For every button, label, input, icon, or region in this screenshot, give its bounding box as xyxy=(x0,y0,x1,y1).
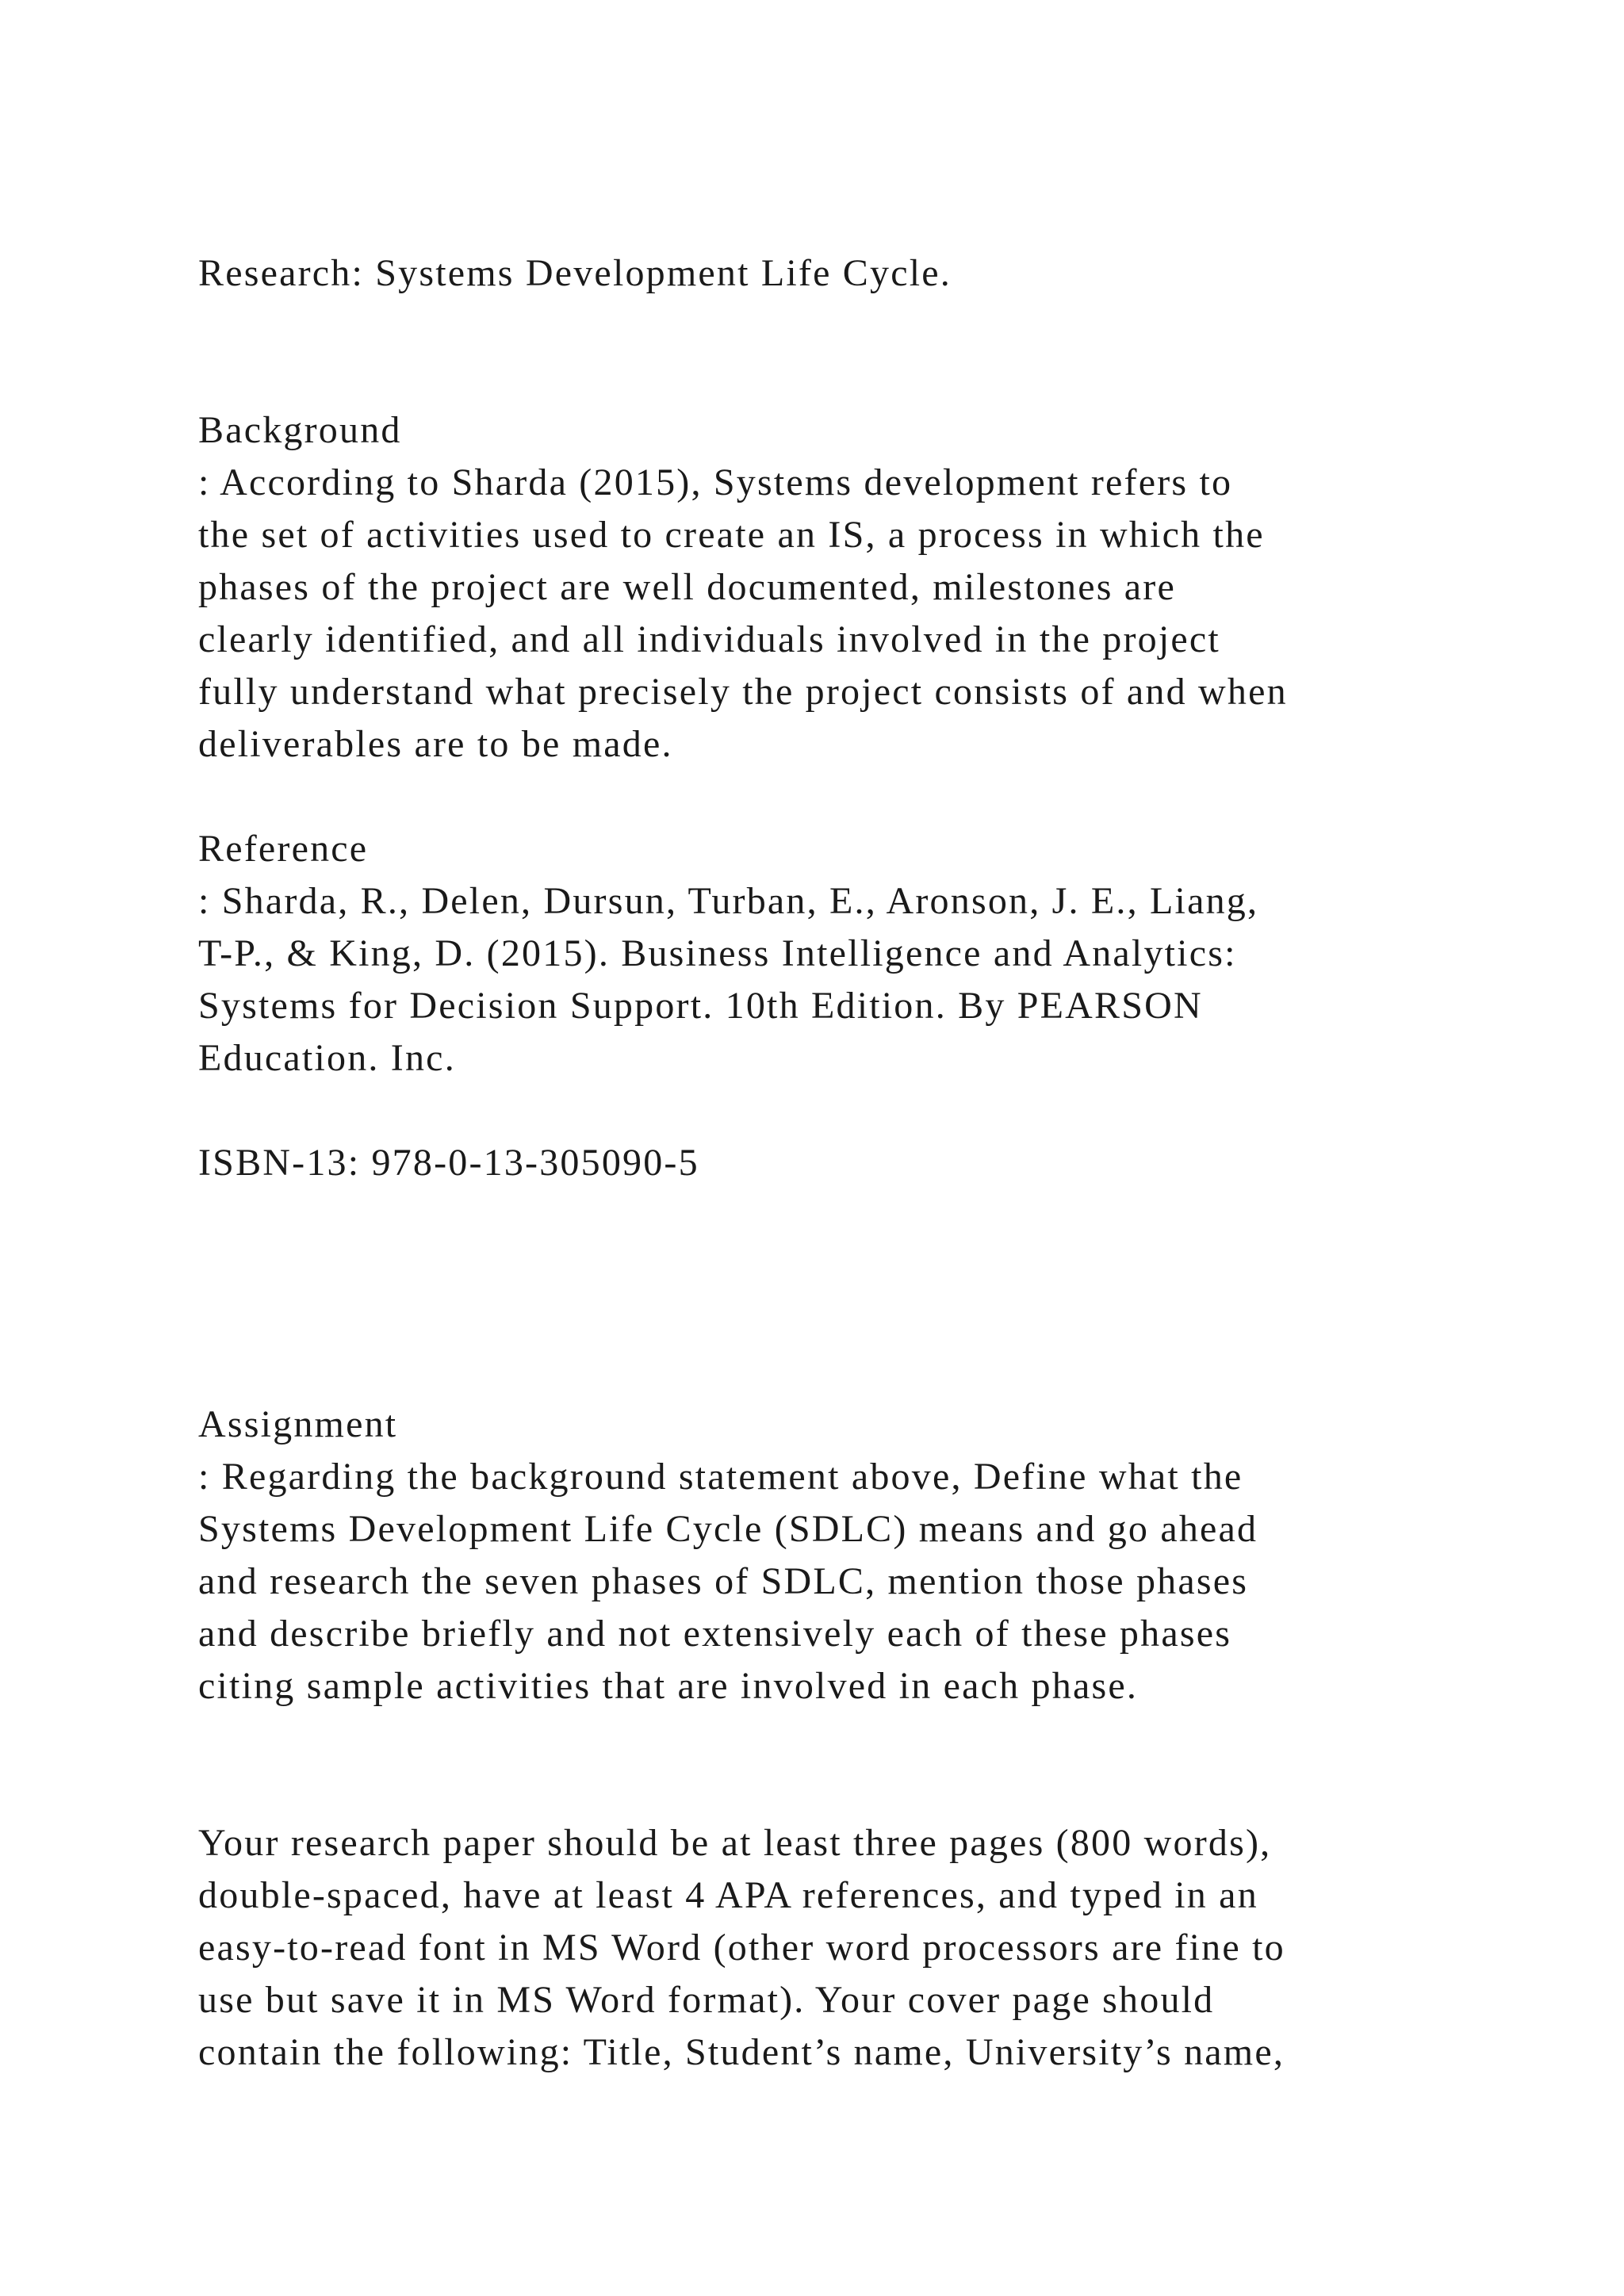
requirements-line: easy-to-read font in MS Word (other word processors are fine to xyxy=(198,1927,1285,1969)
requirements-line: use but save it in MS Word format). Your cover page should xyxy=(198,1979,1215,2021)
background-line: deliverables are to be made. xyxy=(198,723,673,765)
reference-line: T-P., & King, D. (2015). Business Intelligence and Analytics: xyxy=(198,932,1237,974)
assignment-line: citing sample activities that are involved in each phase. xyxy=(198,1665,1139,1707)
reference-line: : Sharda, R., Delen, Dursun, Turban, E., Aronson, J. E., Liang, xyxy=(198,880,1259,922)
requirements-line: contain the following: Title, Student’s name, University’s name, xyxy=(198,2031,1285,2073)
document-title: Research: Systems Development Life Cycle. xyxy=(198,252,952,294)
background-line: the set of activities used to create an IS, a process in which the xyxy=(198,514,1265,556)
assignment-line: : Regarding the background statement above, Define what the xyxy=(198,1456,1243,1498)
reference-line: Systems for Decision Support. 10th Edition. By PEARSON xyxy=(198,985,1203,1027)
background-line: : According to Sharda (2015), Systems development refers to xyxy=(198,461,1233,503)
reference-heading: Reference xyxy=(198,828,369,870)
isbn-text: ISBN-13: 978-0-13-305090-5 xyxy=(198,1142,699,1184)
reference-line: Education. Inc. xyxy=(198,1037,456,1079)
background-line: phases of the project are well documented, milestones are xyxy=(198,566,1176,608)
requirements-line: Your research paper should be at least three pages (800 words), xyxy=(198,1822,1272,1864)
assignment-line: Systems Development Life Cycle (SDLC) means and go ahead xyxy=(198,1508,1258,1550)
requirements-line: double-spaced, have at least 4 APA references, and typed in an xyxy=(198,1874,1258,1916)
assignment-heading: Assignment xyxy=(198,1403,398,1445)
assignment-line: and research the seven phases of SDLC, mention those phases xyxy=(198,1560,1249,1602)
background-line: clearly identified, and all individuals involved in the project xyxy=(198,618,1220,660)
background-line: fully understand what precisely the project consists of and when xyxy=(198,671,1288,713)
assignment-line: and describe briefly and not extensively each of these phases xyxy=(198,1613,1232,1655)
background-heading: Background xyxy=(198,409,402,451)
